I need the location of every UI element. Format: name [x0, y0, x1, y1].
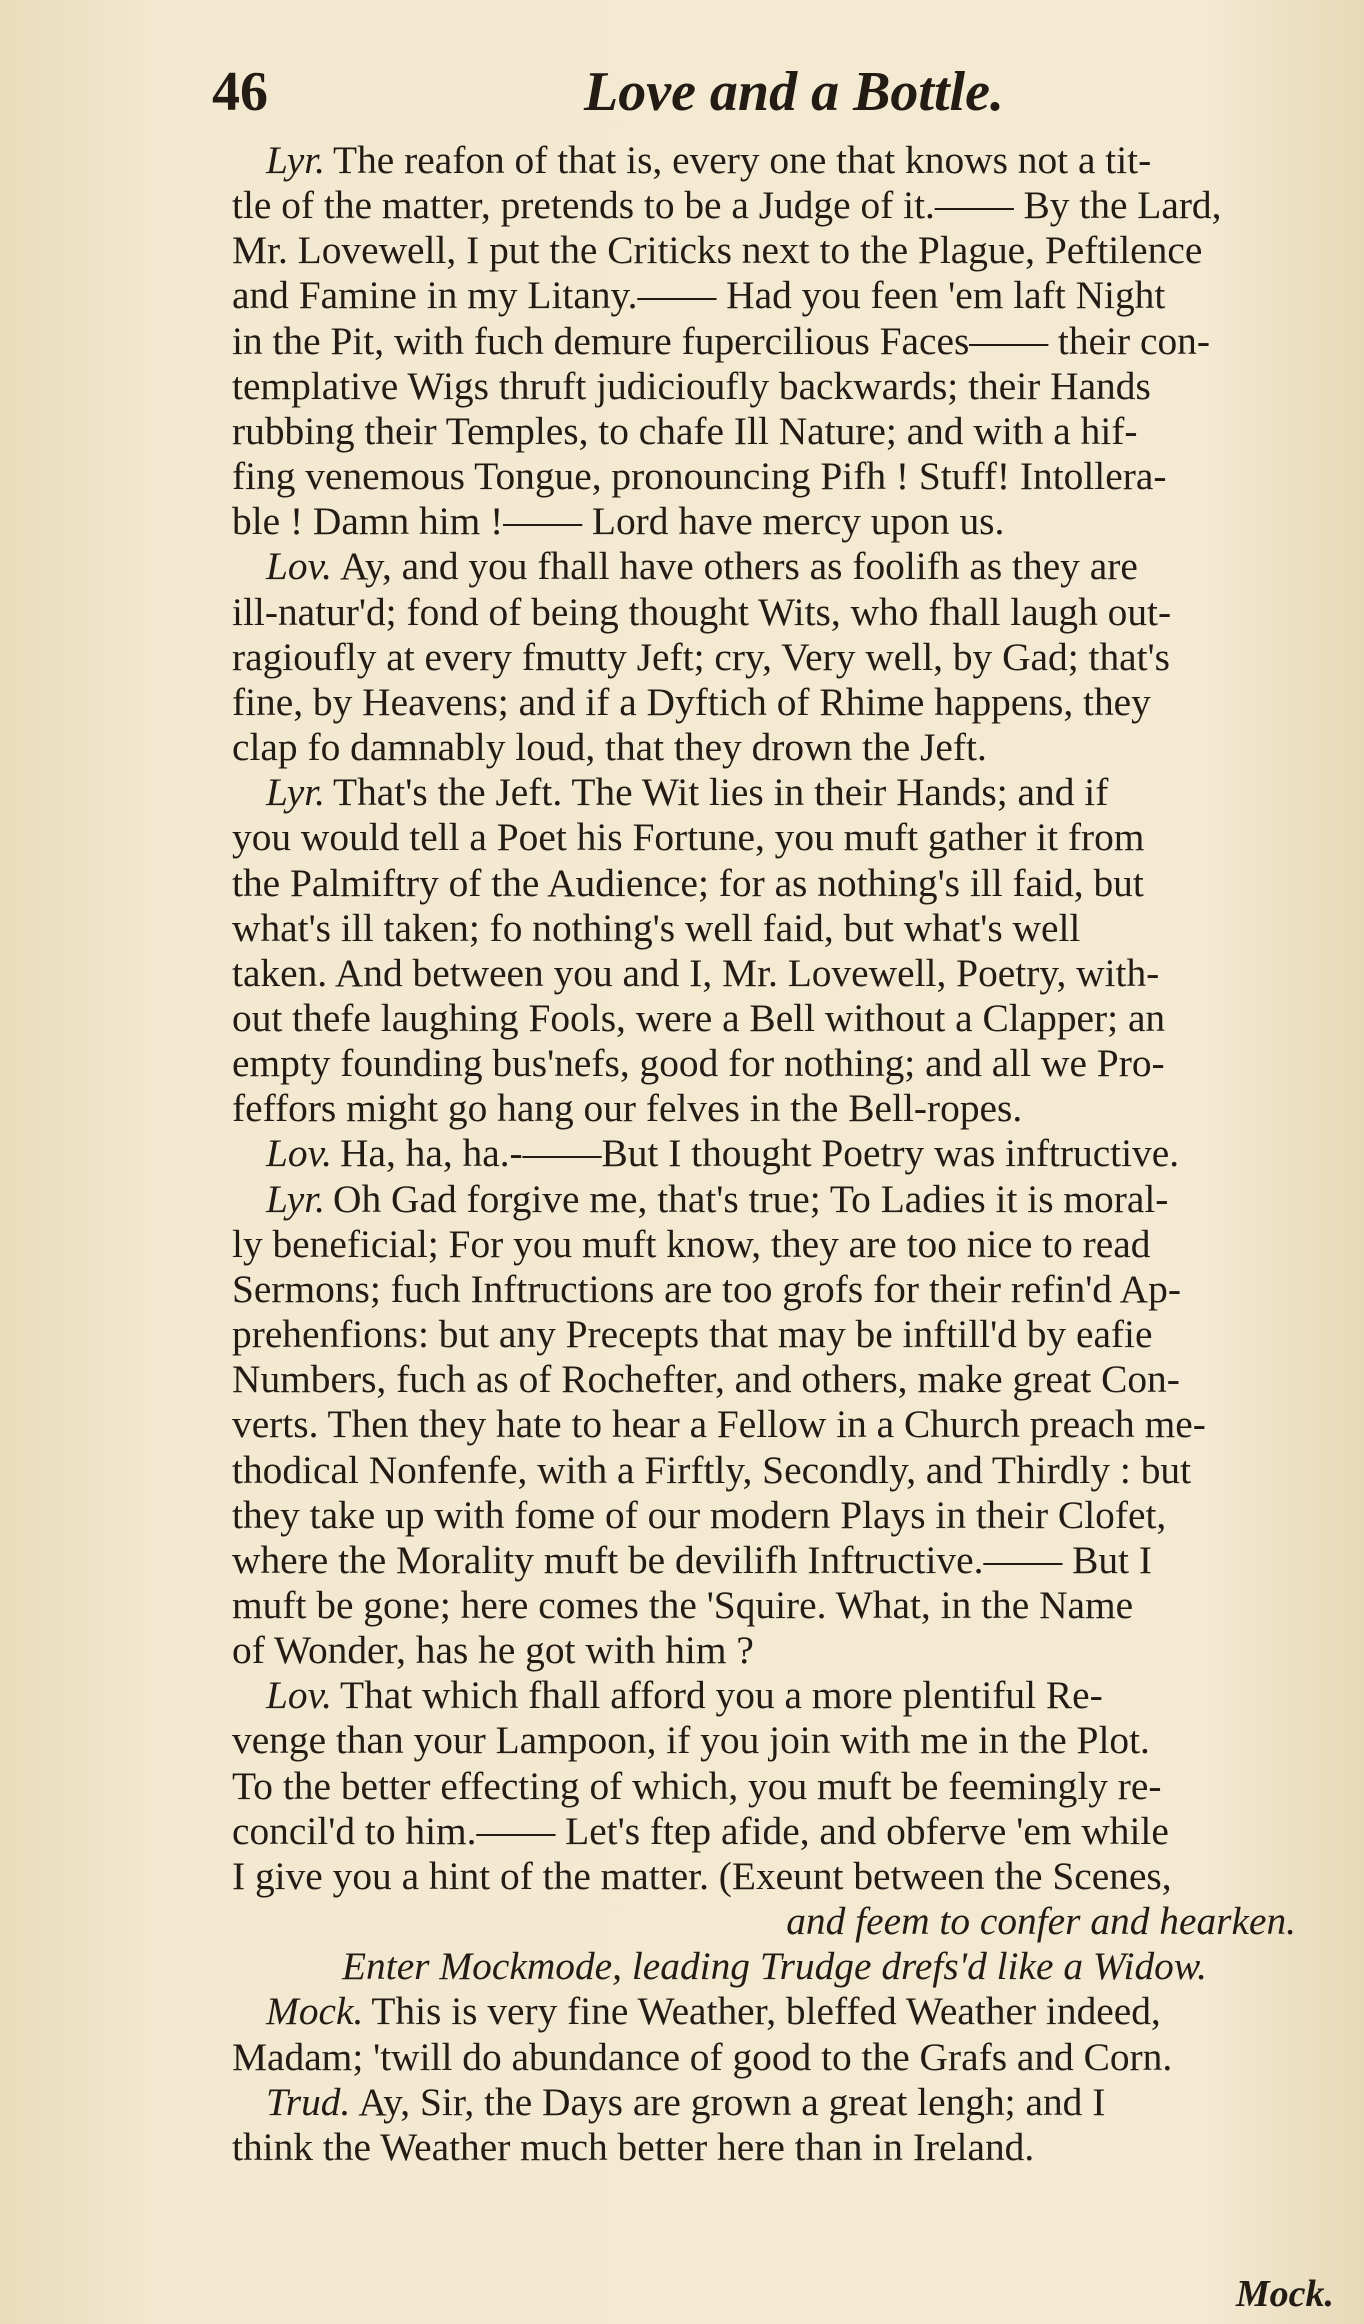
text-line: ragioufly at every fmutty Jeft; cry, Very well, by Gad; that's — [232, 634, 1170, 679]
text-line: thodical Nonfenfe, with a Firftly, Secondly, and Thirdly : but — [232, 1447, 1192, 1492]
text-line: ly beneficial; For you muft know, they are too nice to read — [232, 1221, 1151, 1266]
text-line: concil'd to him.—— Let's ftep afide, and obferve 'em while — [232, 1808, 1169, 1853]
text-line: and Famine in my Litany.—— Had you feen 'em laft Night — [232, 273, 1166, 318]
speaker-label: Mock. — [266, 1989, 364, 2034]
text-line: prehenfions: but any Precepts that may be inftill'd by eafie — [232, 1312, 1153, 1357]
speech-lyr-1 — [232, 138, 1312, 544]
text-line: in the Pit, with fuch demure fupercilious Faces—— their con- — [232, 318, 1210, 363]
text-line: feffors might go hang our felves in the Bell-ropes. — [232, 1086, 1023, 1131]
speaker-label: Lyr. — [266, 770, 326, 815]
speech-mock-1 — [232, 1989, 1312, 2079]
speaker-label: Trud. — [266, 2079, 351, 2124]
text-line: To the better effecting of which, you muft be feemingly re- — [232, 1763, 1162, 1808]
text-line: where the Morality muft be devilifh Inftructive.—— But I — [232, 1537, 1152, 1582]
text-line: ble ! Damn him !—— Lord have mercy upon us. — [232, 499, 1005, 544]
text-line: taken. And between you and I, Mr. Lovewell, Poetry, with- — [232, 950, 1160, 995]
running-title: Love and a Bottle. — [584, 61, 1004, 123]
text-line: Lov. Ha, ha, ha.-——But I thought Poetry was inftructive. — [266, 1131, 1180, 1176]
text-line: they take up with fome of our modern Plays in their Clofet, — [232, 1492, 1167, 1537]
text-line: Numbers, fuch as of Rochefter, and others, make great Con- — [232, 1357, 1180, 1402]
text-line: venge than your Lampoon, if you join with me in the Plot. — [232, 1718, 1150, 1763]
speech-trud-1 — [232, 2080, 1312, 2170]
text-line: Sermons; fuch Inftructions are too grofs for their refin'd Ap- — [232, 1266, 1181, 1311]
text-line: ill-natur'd; fond of being thought Wits, who fhall laugh out- — [232, 589, 1172, 634]
text-line: clap fo damnably loud, that they drown the Jeft. — [232, 725, 987, 770]
speaker-label: Lov. — [266, 1131, 333, 1176]
page-number: 46 — [212, 61, 268, 123]
text-line: tle of the matter, pretends to be a Judge of it.—— By the Lard, — [232, 183, 1222, 228]
text-line: I give you a hint of the matter. (Exeunt between the Scenes, — [232, 1853, 1172, 1898]
text-line: empty founding bus'nefs, good for nothing; and all we Pro- — [232, 1041, 1165, 1086]
stage-direction: and feem to confer and hearken. — [786, 1899, 1296, 1944]
speech-lyr-2 — [232, 770, 1312, 1131]
speech-lov-1 — [232, 544, 1312, 770]
speaker-label: Lyr. — [266, 1176, 326, 1221]
text-line: Mr. Lovewell, I put the Criticks next to the Plague, Peftilence — [232, 228, 1203, 273]
speech-lov-2 — [232, 1131, 1312, 1176]
text-line: verts. Then they hate to hear a Fellow in a Church preach me- — [232, 1402, 1206, 1447]
text-line: Trud. Ay, Sir, the Days are grown a great lengh; and I — [266, 2079, 1106, 2124]
text-line: you would tell a Poet his Fortune, you muft gather it from — [232, 815, 1145, 860]
text-line: Lov. Ay, and you fhall have others as foolifh as they are — [266, 544, 1138, 589]
speaker-label: Lov. — [266, 1673, 333, 1718]
text-line: Lyr. That's the Jeft. The Wit lies in their Hands; and if — [266, 770, 1109, 815]
text-line: of Wonder, has he got with him ? — [232, 1628, 754, 1673]
entrance-direction: Enter Mockmode, leading Trudge drefs'd like a Widow. — [342, 1944, 1208, 1989]
text-line: the Palmiftry of the Audience; for as nothing's ill faid, but — [232, 860, 1144, 905]
speech-lov-3 — [232, 1673, 1312, 1899]
text-line: Lov. That which fhall afford you a more plentiful Re- — [266, 1673, 1103, 1718]
text-line: think the Weather much better here than in Ireland. — [232, 2124, 1035, 2169]
text-line: what's ill taken; fo nothing's well faid, but what's well — [232, 905, 1081, 950]
catchword: Mock. — [1235, 2273, 1334, 2315]
text-line: Lyr. Oh Gad forgive me, that's true; To Ladies it is moral- — [266, 1176, 1169, 1221]
text-line: fing venemous Tongue, pronouncing Pifh ! Stuff! Intollera- — [232, 454, 1167, 499]
text-line: out thefe laughing Fools, were a Bell without a Clapper; an — [232, 995, 1166, 1040]
speaker-label: Lov. — [266, 544, 333, 589]
speech-lyr-3 — [232, 1177, 1312, 1674]
text-line: muft be gone; here comes the 'Squire. What, in the Name — [232, 1583, 1134, 1627]
speaker-label: Lyr. — [266, 138, 326, 182]
text-line: fine, by Heavens; and if a Dyftich of Rhime happens, they — [232, 679, 1151, 724]
play-text — [232, 138, 1312, 2170]
text-line: Lyr. The reafon of that is, every one that knows not a tit- — [266, 138, 1152, 182]
text-line: Mock. This is very fine Weather, bleffed Weather indeed, — [266, 1989, 1161, 2034]
text-line: templative Wigs thruft judicioufly backwards; their Hands — [232, 363, 1151, 408]
text-line: rubbing their Temples, to chafe Ill Nature; and with a hif- — [232, 408, 1138, 453]
page-header — [212, 60, 1312, 140]
text-line: Madam; 'twill do abundance of good to the Grafs and Corn. — [232, 2034, 1173, 2079]
